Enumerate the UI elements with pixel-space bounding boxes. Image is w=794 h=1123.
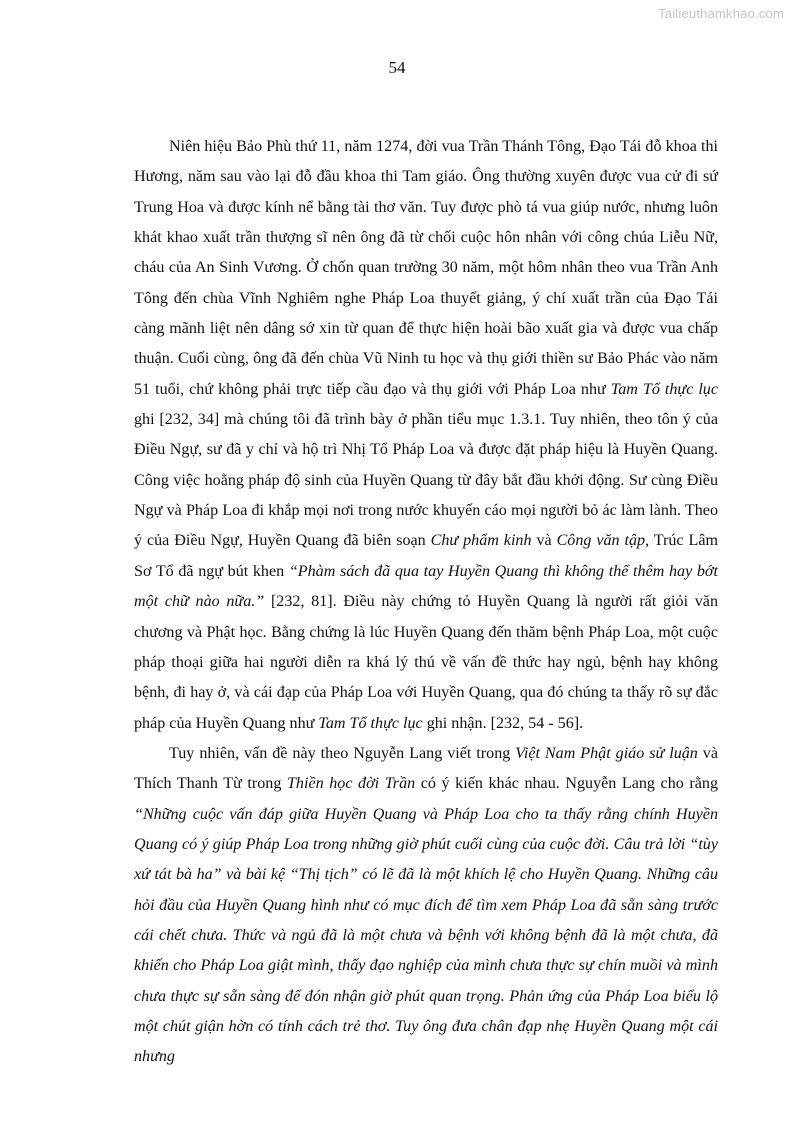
quotation: “Phàm sách đã qua tay Huyền Quang thì không thể thêm hay bớt một chữ nào nữa.” <box>134 562 718 611</box>
book-title: Tam Tổ thực lục <box>610 380 718 398</box>
paragraph-1 <box>134 132 718 739</box>
paragraph-2 <box>134 739 718 1073</box>
book-title: Tam Tổ thực lục <box>318 714 423 732</box>
text-run: Trúc Lâm Sơ Tổ đã ngự bút khen <box>134 532 718 580</box>
text-run: ghi [232, 34] mà chúng tôi đã trình bày ở phần tiểu mục 1.3.1. Tuy nhiên, theo tôn ý của Điều Ngự, sư đã y chỉ và hộ trì Nhị Tổ Pháp Loa và được đặt pháp hiệu là Huyền Quang. Công việc hoằng pháp độ sinh của Huyền Quang từ đây bắt đầu khởi động. Sư cùng Điều Ngự và Pháp Loa đi khắp mọi nơi trong nước khuyến cáo mọi người bỏ ác làm lành. Theo ý của Điều Ngự, Huyền Quang đã biên soạn <box>134 411 718 550</box>
body-text <box>134 132 718 1073</box>
text-run: Niên hiệu Bảo Phù thứ 11, năm 1274, đời vua Trần Thánh Tông, Đạo Tái đỗ khoa thi Hương, năm sau vào lại đỗ đầu khoa thi Tam giáo. Ông thường xuyên được vua cử đi sứ Trung Hoa và được kính nể bằng tài thơ văn. Tuy được phò tá vua giúp nước, nhưng luôn khát khao xuất trần thượng sĩ nên ông đã từ chối cuộc hôn nhân với công chúa Liễu Nữ, cháu của An Sinh Vương. Ở chốn quan trường 30 năm, một hôm nhân theo vua Trần Anh Tông đến chùa Vĩnh Nghiêm nghe Pháp Loa thuyết giảng, ý chí xuất trần của Đạo Tái càng mãnh liệt nên dâng sớ xin từ quan để thực hiện hoài bão xuất gia và được vua chấp thuận. Cuối cùng, ông đã đến chùa Vũ Ninh tu học và thụ giới thiền sư Bảo Phác vào năm 51 tuổi, chứ không phải trực tiếp cầu đạo và thụ giới với Pháp Loa như <box>134 138 718 398</box>
text-run: Tuy nhiên, vấn đề này theo Nguyễn Lang viết trong <box>169 744 516 762</box>
watermark: Tailieuthamkhao.com <box>658 6 784 21</box>
text-run: có ý kiến khác nhau. Nguyễn Lang cho rằng <box>415 775 718 793</box>
text-run: và <box>531 532 557 550</box>
book-title: Chư phẩm kinh <box>430 532 532 550</box>
book-title: Thiền học đời Trần <box>286 775 416 793</box>
text-run: và Thích Thanh Từ trong <box>134 744 718 793</box>
page-number: 54 <box>388 58 406 77</box>
book-title: Công văn tập, <box>556 532 650 550</box>
text-run: ghi nhận. [232, 54 - 56]. <box>422 714 584 732</box>
text-run: [232, 81]. Điều này chứng tỏ Huyền Quang là người rất giỏi văn chương và Phật học. Bằng chứng là lúc Huyền Quang đến thăm bệnh Pháp Loa, một cuộc pháp thoại giữa hai người diễn ra khá lý thú về vấn đề thức hay ngủ, bệnh hay không bệnh, đi hay ở, và cái đạp của Pháp Loa với Huyền Quang, qua đó chúng ta thấy rõ sự đắc pháp của Huyền Quang như <box>134 593 718 732</box>
book-title: Việt Nam Phật giáo sử luận <box>515 744 698 762</box>
quotation: “Những cuộc vấn đáp giữa Huyền Quang và Pháp Loa cho ta thấy rằng chính Huyền Quang có ý giúp Pháp Loa trong những giờ phút cuối cùng của cuộc đời. Câu trả lời “tùy xứ tát bà ha” và bài kệ “Thị tịch” có lẽ đã là một khích lệ cho Huyền Quang. Những câu hỏi đầu của Huyền Quang hình như có mục đích để tìm xem Pháp Loa đã sẵn sàng trước cái chết chưa. Thức và ngủ đã là một chưa và bệnh với không bệnh đã là một chưa, đã khiến cho Pháp Loa giật mình, thấy đạo nghiệp của mình chưa thực sự chín muồi và mình chưa thực sự sẵn sàng để đón nhận giờ phút quan trọng. Phản ứng của Pháp Loa biểu lộ một chút giận hờn có tính cách trẻ thơ. Tuy ông đưa chân đạp nhẹ Huyền Quang một cái nhưng <box>134 805 718 1066</box>
